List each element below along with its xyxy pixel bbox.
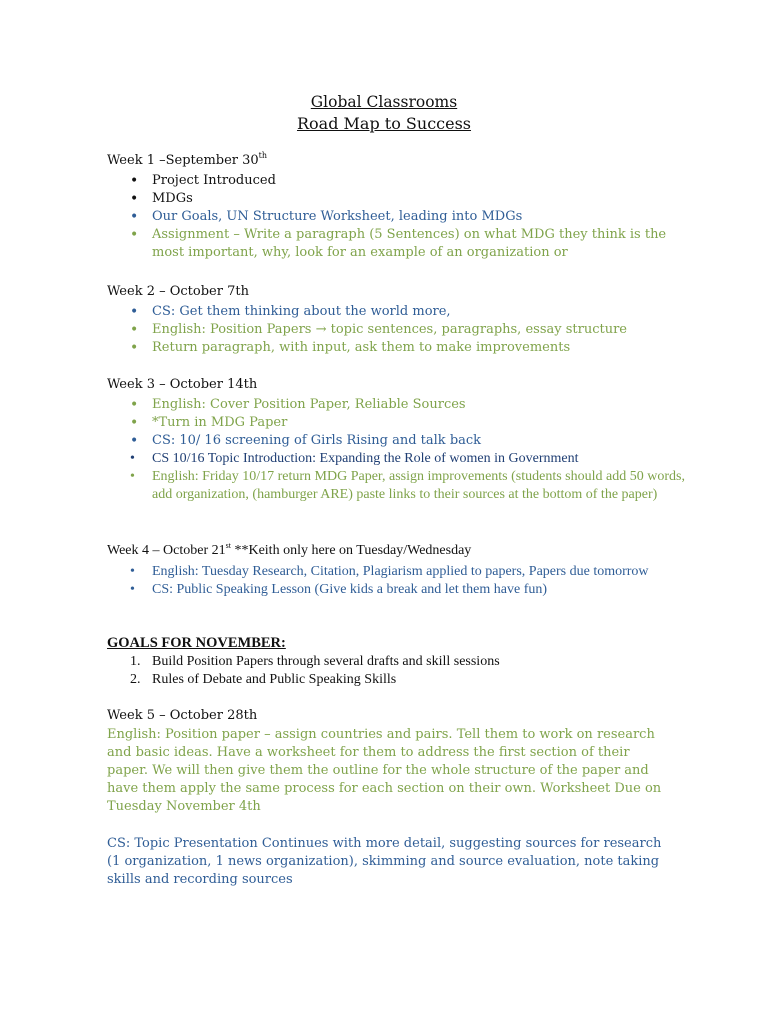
document-subtitle: Road Map to Success xyxy=(296,114,472,133)
week5-heading: Week 5 – October 28th xyxy=(107,708,258,723)
week2-heading: Week 2 – October 7th xyxy=(107,284,249,299)
list-item: • Our Goals, UN Structure Worksheet, leading into MDGs xyxy=(107,208,687,226)
list-item: • MDGs xyxy=(107,190,687,208)
week2-list xyxy=(107,303,687,357)
list-item: • English: Tuesday Research, Citation, Plagiarism applied to papers, Papers due tomorrow xyxy=(107,563,687,581)
list-item: • Project Introduced xyxy=(107,172,687,190)
list-item: • English: Position Papers → topic sentences, paragraphs, essay structure xyxy=(107,321,687,339)
list-item: 2. Rules of Debate and Public Speaking Skills xyxy=(130,672,397,687)
week5-cs-paragraph: CS: Topic Presentation Continues with more detail, suggesting sources for research (1 organization, 1 news organization), skimming and source evaluation, note taking skills and recording sources xyxy=(107,836,662,887)
week5-english-paragraph: English: Position paper – assign countries and pairs. Tell them to work on research and basic ideas. Have a worksheet for them to address the first section of their paper. We will then give them the outline for the whole structure of the paper and have them apply the same process for each section on their own. Worksheet Due on Tuesday November 4th xyxy=(107,727,662,814)
list-item: • CS: Public Speaking Lesson (Give kids a break and let them have fun) xyxy=(107,581,687,599)
list-item: • Return paragraph, with input, ask them to make improvements xyxy=(107,339,687,357)
week1-list xyxy=(107,172,687,262)
document-title: Global Classrooms xyxy=(310,93,458,111)
list-item: • Assignment – Write a paragraph (5 Sentences) on what MDG they think is the most important, why, look for an example of an organization or xyxy=(107,226,687,262)
list-item: 1. Build Position Papers through several drafts and skill sessions xyxy=(130,654,500,669)
list-item: • English: Cover Position Paper, Reliable Sources xyxy=(107,396,687,414)
week1-heading: Week 1 –September 30th xyxy=(107,151,268,168)
list-item: • *Turn in MDG Paper xyxy=(107,414,687,432)
week3-list xyxy=(107,396,687,504)
list-item: • English: Friday 10/17 return MDG Paper, assign improvements (students should add 50 words, add organization, (hamburger ARE) paste links to their sources at the bottom of the paper) xyxy=(107,468,687,504)
week4-heading: Week 4 – October 21st **Keith only here on Tuesday/Wednesday xyxy=(107,541,472,558)
list-item: • CS: Get them thinking about the world more, xyxy=(107,303,687,321)
list-item: • CS 10/16 Topic Introduction: Expanding the Role of women in Government xyxy=(107,450,687,468)
week3-heading: Week 3 – October 14th xyxy=(107,377,258,392)
goals-heading: GOALS FOR NOVEMBER: xyxy=(107,635,286,651)
list-item: • CS: 10/ 16 screening of Girls Rising and talk back xyxy=(107,432,687,450)
goals-list xyxy=(107,653,687,689)
week4-list xyxy=(107,563,687,599)
